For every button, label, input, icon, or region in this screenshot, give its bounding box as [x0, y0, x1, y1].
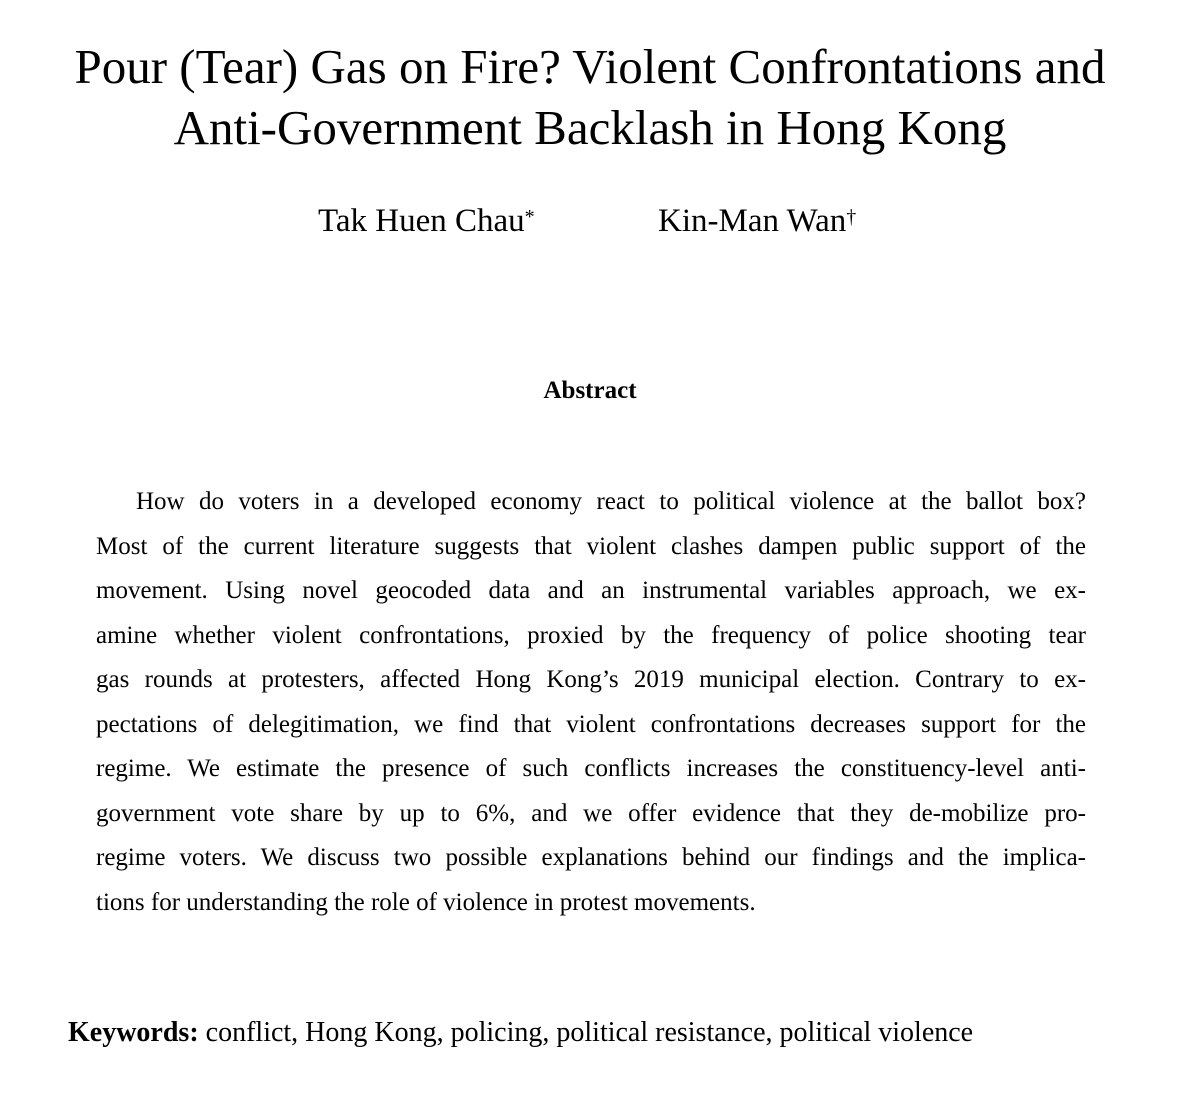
keywords: [68, 1013, 1168, 1053]
abstract-line: government vote share by up to 6%, and we offer evidence that they de-mobilize pro-: [96, 799, 1086, 827]
abstract-line: gas rounds at protesters, affected Hong Kong’s 2019 municipal election. Contrary to ex-: [96, 666, 1086, 693]
author-list: [0, 199, 1200, 244]
abstract-line: tions for understanding the role of violence in protest movements.: [96, 888, 756, 916]
title-line-1: Pour (Tear) Gas on Fire? Violent Confrontations and: [74, 39, 1106, 94]
author-1-footnote-mark[interactable]: *: [524, 206, 535, 228]
author-1: [318, 199, 535, 244]
abstract-line: regime. We estimate the presence of such conflicts increases the constituency-level anti-: [96, 755, 1086, 782]
abstract-line: amine whether violent confrontations, proxied by the frequency of police shooting tear: [96, 621, 1086, 649]
author-1-name: Tak Huen Chau: [318, 203, 525, 239]
abstract-line: Most of the current literature suggests that violent clashes dampen public support of the: [96, 532, 1086, 560]
author-2-footnote-mark[interactable]: †: [846, 206, 857, 228]
keywords-text: conflict, Hong Kong, policing, political resistance, political violence: [205, 1017, 974, 1048]
keywords-label: Keywords:: [68, 1017, 199, 1048]
abstract-line: movement. Using novel geocoded data and an instrumental variables approach, we ex-: [96, 577, 1086, 604]
title-line-2: Anti-Government Backlash in Hong Kong: [173, 100, 1007, 155]
abstract-line: regime voters. We discuss two possible explanations behind our findings and the implica-: [96, 844, 1086, 871]
abstract-body: [96, 480, 1086, 925]
paper-title: [0, 36, 1180, 158]
author-2-name: Kin-Man Wan: [658, 203, 847, 239]
abstract-line: How do voters in a developed economy react to political violence at the ballot box?: [136, 488, 1086, 515]
abstract-line: pectations of delegitimation, we find that violent confrontations decreases support for the: [96, 710, 1086, 738]
abstract-heading: Abstract: [543, 377, 637, 404]
author-2: [658, 199, 856, 244]
